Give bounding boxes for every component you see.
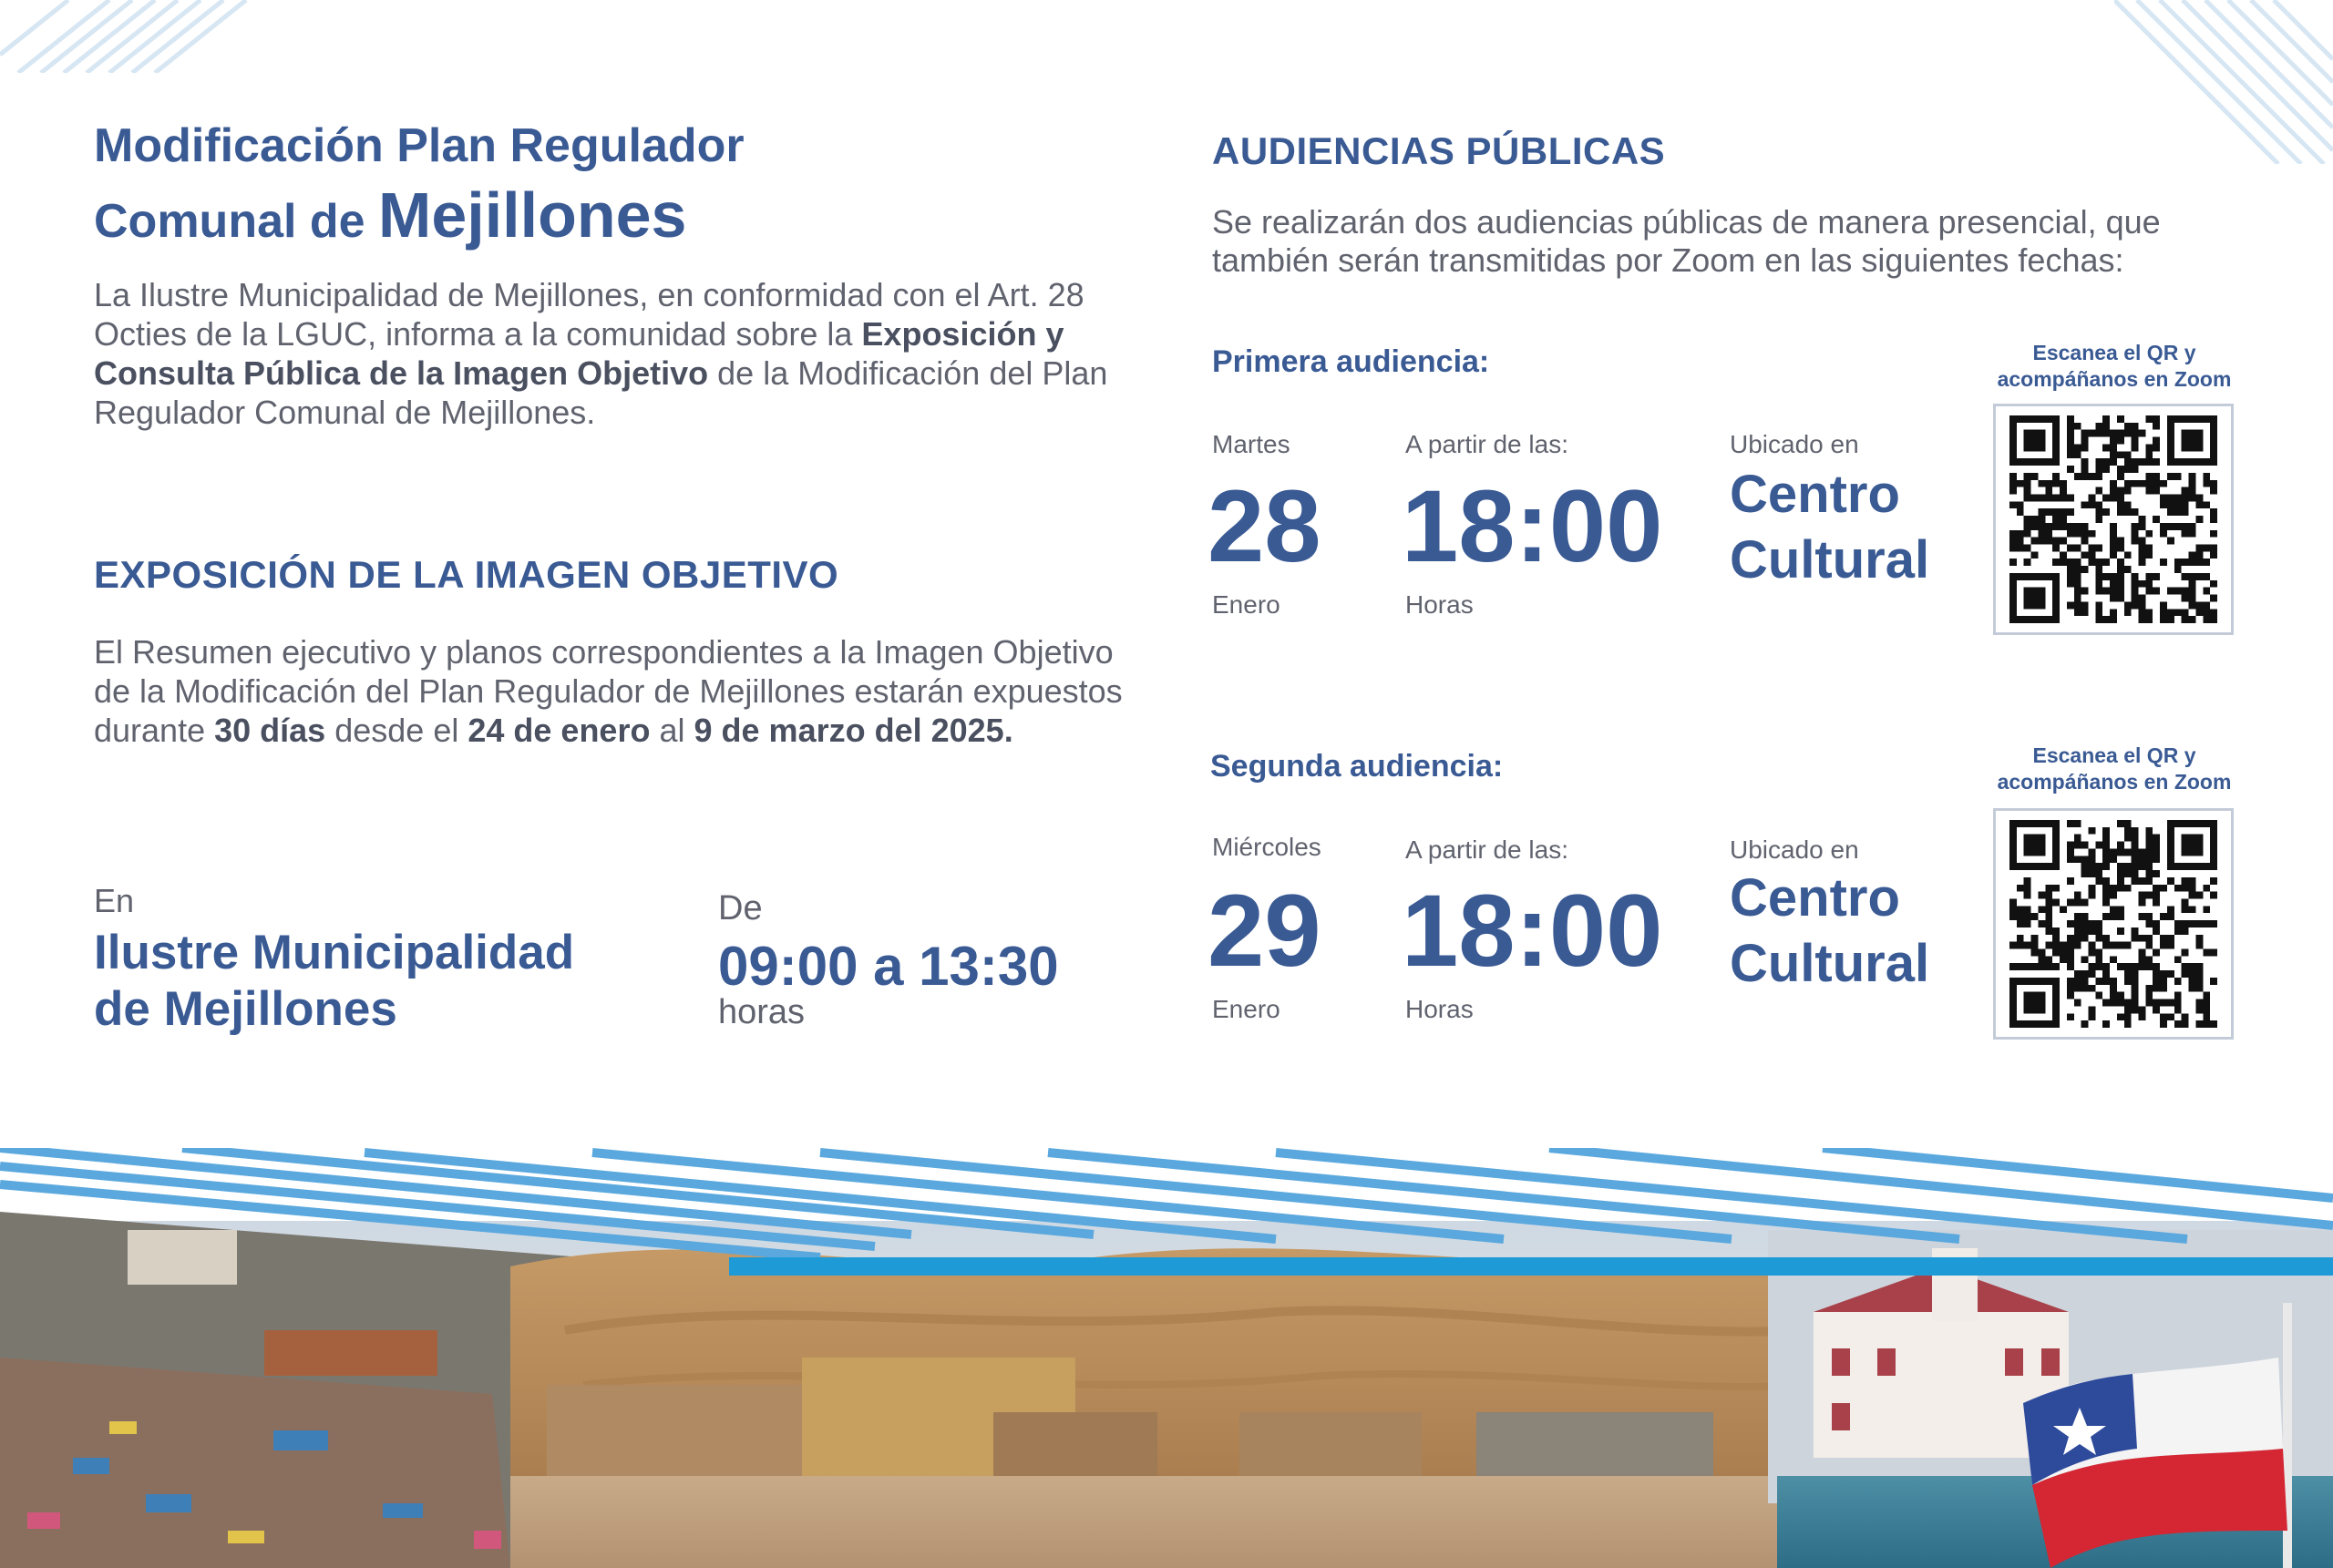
schedule-unit: horas — [718, 993, 806, 1031]
exposition-heading: EXPOSICIÓN DE LA IMAGEN OBJETIVO — [94, 553, 839, 596]
audience-1-time-unit: Horas — [1405, 590, 1474, 619]
location-label: En — [94, 882, 135, 919]
audience-2-time: 18:00 — [1402, 874, 1663, 988]
intro-text: La Ilustre Municipalidad de Mejillones, en conformidad con el Art. 28 Octies de la LGUC, informa a la comunidad sobre la — [94, 276, 1084, 353]
location-line-2: Cultural — [1730, 530, 1930, 589]
location-line-1: Centro — [1730, 868, 1900, 927]
expo-text: desde el — [334, 712, 459, 749]
schedule-time: 09:00 a 13:30 — [718, 936, 1059, 997]
audience-1-day: 28 — [1208, 469, 1321, 583]
intro-paragraph — [94, 275, 1142, 432]
audience-1-location-label: Ubicado en — [1730, 430, 1859, 458]
audience-2-location-label: Ubicado en — [1730, 835, 1859, 864]
audience-2-time-unit: Horas — [1405, 995, 1474, 1023]
audiences-intro: Se realizarán dos audiencias públicas de manera presencial, que también serán transmitidas por Zoom en las siguientes fechas: — [1212, 203, 2161, 279]
expo-text: al — [659, 712, 685, 749]
expo-text: El Resumen ejecutivo y planos correspondientes a la Imagen Objetivo de la Modificación del Plan Regulador de Mejillones estarán expuestos durante — [94, 633, 1123, 749]
qr-caption-line-1: Escanea el QR y — [2032, 341, 2196, 364]
audience-2-day: 29 — [1208, 874, 1321, 988]
intro-bold: Exposición y Consulta Pública de la Imagen Objetivo — [94, 315, 1064, 392]
corner-stripes-decoration — [0, 0, 255, 73]
expo-end-date: 9 de marzo del 2025. — [694, 712, 1013, 749]
audience-1-time: 18:00 — [1402, 469, 1663, 583]
title-line-2 — [94, 180, 1096, 256]
exposition-paragraph — [94, 632, 1142, 750]
intro-text-end: de la Modificación del Plan Regulador Comunal de Mejillones. — [94, 354, 1108, 431]
audience-2-location — [1730, 866, 1929, 997]
audience-1-weekday: Martes — [1212, 430, 1290, 458]
expo-start-date: 24 de enero — [468, 712, 651, 749]
town-photo-collage — [0, 1148, 2333, 1568]
audience-2-from-label: A partir de las: — [1405, 835, 1568, 864]
location-name — [94, 925, 677, 1038]
audience-2-qr-code[interactable] — [1993, 808, 2234, 1040]
page-title — [94, 111, 1096, 256]
title-town: Mejillones — [378, 179, 687, 251]
qr-caption-line-2: acompáñanos en Zoom — [1997, 770, 2232, 794]
audience-2-month: Enero — [1212, 995, 1280, 1023]
audience-1-location — [1730, 462, 1929, 593]
expo-duration: 30 días — [214, 712, 326, 749]
title-prefix: Comunal de — [94, 195, 365, 248]
location-line-1: Ilustre Municipalidad — [94, 926, 575, 979]
audience-2-qr-caption — [1968, 743, 2260, 795]
location-line-1: Centro — [1730, 465, 1900, 524]
audiences-heading: AUDIENCIAS PÚBLICAS — [1212, 129, 1666, 172]
location-line-2: de Mejillones — [94, 982, 397, 1036]
qr-code-icon — [2005, 415, 2222, 623]
audience-1-name: Primera audiencia: — [1212, 344, 1490, 379]
qr-caption-line-1: Escanea el QR y — [2032, 743, 2196, 767]
audience-2-name: Segunda audiencia: — [1210, 749, 1504, 784]
qr-caption-line-2: acompáñanos en Zoom — [1997, 367, 2232, 391]
location-line-2: Cultural — [1730, 934, 1930, 993]
qr-code-icon — [2005, 820, 2222, 1028]
audience-1-qr-code[interactable] — [1993, 404, 2234, 635]
corner-stripes-decoration — [2114, 0, 2333, 164]
audience-1-month: Enero — [1212, 590, 1280, 619]
audience-1-qr-caption — [1968, 340, 2260, 393]
schedule-label: De — [718, 889, 763, 927]
audience-2-weekday: Miércoles — [1212, 833, 1321, 861]
audience-1-from-label: A partir de las: — [1405, 430, 1568, 458]
title-line-1: Modificación Plan Regulador — [94, 119, 745, 172]
